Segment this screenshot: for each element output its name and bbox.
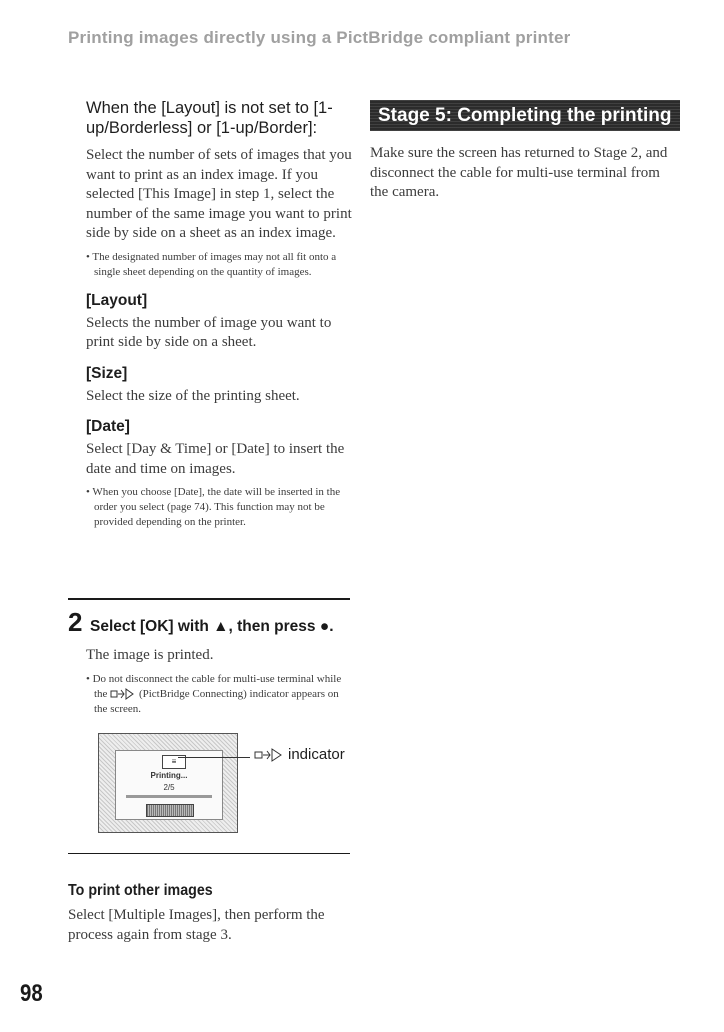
step-title-pre: Select [OK] with [90, 618, 214, 635]
size-body: Select the size of the printing sheet. [86, 387, 300, 404]
up-arrow-icon: ▲ [213, 618, 229, 635]
size-heading: [Size] [86, 364, 128, 382]
layout-body: Selects the number of image you want to print side by side on a sheet. [86, 314, 332, 350]
indicator-callout [254, 746, 345, 763]
date-body: Select [Day & Time] or [Date] to insert the date and time on images. [86, 441, 345, 477]
other-images-section [68, 906, 348, 945]
callout-leader-line [178, 757, 250, 758]
step-body-text: The image is printed. [86, 647, 214, 663]
step-note-pre: • Do not disconnect the cable for multi-use terminal while the [86, 672, 342, 700]
right-column [370, 98, 680, 203]
condition-note: • The designated number of images may not all fit onto a single sheet depending on the quantity of images. [86, 250, 337, 278]
layout-heading: [Layout] [86, 291, 148, 309]
left-column [86, 98, 354, 530]
step-divider [68, 598, 350, 600]
print-count: 2/5 [163, 783, 175, 792]
running-title: Printing images directly using a PictBridge compliant printer [68, 28, 571, 47]
camera-screen-illustration [98, 733, 238, 833]
step-title [90, 618, 334, 636]
other-images-body: Select [Multiple Images], then perform the process again from stage 3. [68, 907, 325, 943]
printing-status: Printing... [150, 771, 188, 780]
camera-screen-display [115, 750, 223, 820]
pictbridge-icon [254, 748, 284, 762]
date-note: • When you choose [Date], the date will be inserted in the order you select (page 74). This function may not be provided depending on the printer. [86, 486, 341, 528]
condition-body: Select the number of sets of images that you want to print as an index image. If you selected [This Image] in step 1, select the number of the same image you want to print side by side on a sheet as an index image. [86, 147, 352, 241]
page-number: 98 [20, 980, 43, 1007]
cancel-button-graphic [146, 804, 194, 817]
progress-bar [126, 795, 212, 798]
step-note [86, 672, 354, 717]
center-button-icon: ● [319, 618, 330, 635]
step-title-end: . [329, 618, 334, 635]
step-title-mid: , then press [228, 618, 320, 635]
stage-5-body: Make sure the screen has returned to Stage 2, and disconnect the cable for multi-use terminal from the camera. [370, 145, 668, 200]
section-divider [68, 853, 350, 854]
callout-label: indicator [288, 746, 345, 763]
step-note-post: (PictBridge Connecting) indicator appears on the screen. [94, 687, 339, 715]
pictbridge-indicator-icon: ≡ [162, 755, 186, 769]
step-2-body [86, 646, 354, 717]
pictbridge-icon [110, 688, 136, 700]
condition-heading: When the [Layout] is not set to [1-up/Borderless] or [1-up/Border]: [86, 99, 333, 137]
date-heading: [Date] [86, 418, 130, 435]
step-number: 2 [68, 607, 83, 637]
other-images-heading: To print other images [68, 882, 213, 899]
stage-5-banner: Stage 5: Completing the printing [370, 100, 680, 131]
